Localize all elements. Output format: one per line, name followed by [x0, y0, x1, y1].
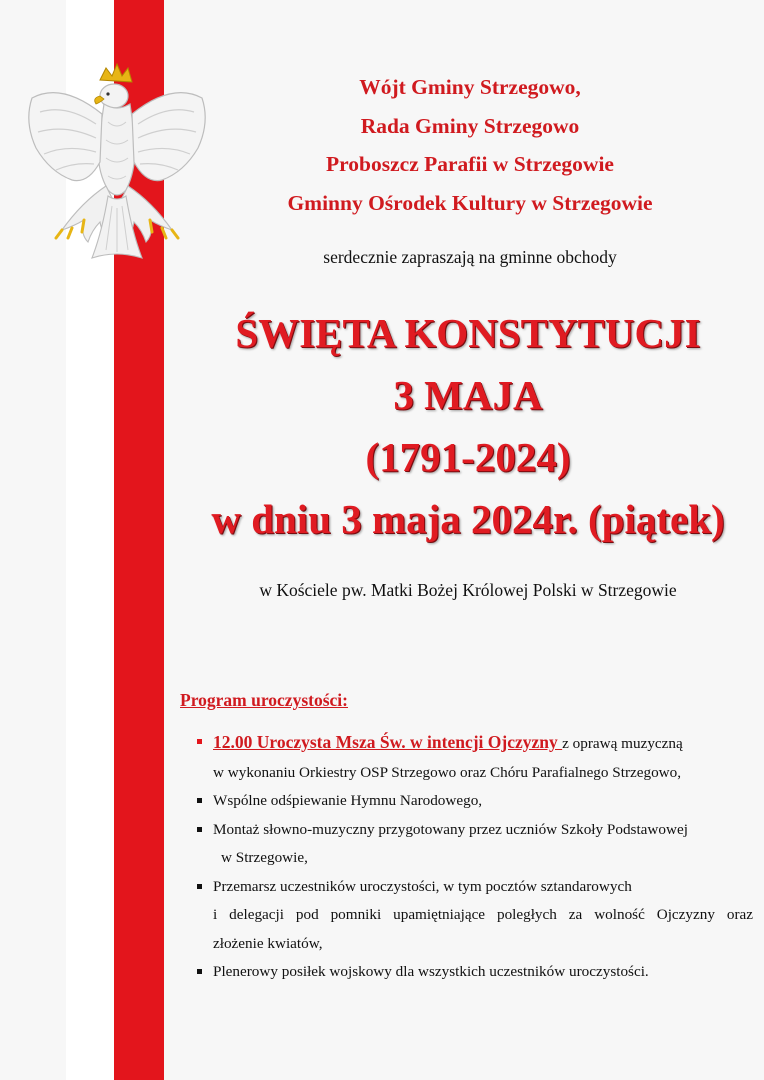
program-item-text: Montaż słowno-muzyczny przygotowany przez uczniów Szkoły Podstawowej: [213, 820, 688, 838]
bullet-icon: [197, 969, 202, 974]
program-item-text: w Strzegowie,: [221, 849, 308, 866]
program-item: [195, 787, 753, 816]
event-title-line: ŚWIĘTA KONSTYTUCJI: [235, 310, 701, 356]
invitation-text: serdecznie zapraszają na gminne obchody: [323, 247, 617, 267]
bullet-icon: [197, 739, 202, 744]
organizers-block: [200, 68, 740, 222]
bullet-icon: [197, 798, 202, 803]
bullet-icon: [197, 884, 202, 889]
organizer-line: Wójt Gminy Strzegowo,: [359, 75, 581, 99]
program-item: [195, 728, 753, 787]
program-item-text: Wspólne odśpiewanie Hymnu Narodowego,: [213, 792, 483, 809]
program-item-text: i delegacji pod pomniki upamiętniające poległych za wolność Ojczyzny oraz: [213, 906, 753, 923]
program-item-mass: 12.00 Uroczysta Msza Św. w intencji Ojczyzny: [213, 732, 563, 752]
program-heading: Program uroczystości:: [180, 690, 348, 710]
event-location: w Kościele pw. Matki Bożej Królowej Polski w Strzegowie: [259, 580, 677, 600]
organizer-line: Gminny Ośrodek Kultury w Strzegowie: [287, 190, 653, 215]
program-item-text: Plenerowy posiłek wojskowy dla wszystkich uczestników uroczystości.: [213, 963, 649, 980]
event-title-line: 3 MAJA: [393, 372, 543, 418]
program-item: [195, 873, 753, 959]
bullet-icon: [197, 827, 202, 832]
program-item-text: w wykonaniu Orkiestry OSP Strzegowo oraz Chóru Parafialnego Strzegowo,: [213, 763, 682, 781]
program-item: [195, 958, 753, 987]
program-item-text: złożenie kwiatów,: [213, 934, 323, 952]
event-date: w dniu 3 maja 2024r. (piątek): [211, 496, 725, 542]
white-eagle-emblem-icon: [22, 62, 212, 272]
event-title: [180, 302, 756, 550]
event-years: (1791-2024): [365, 434, 571, 480]
program-list: [195, 728, 753, 987]
organizer-line: Rada Gminy Strzegowo: [360, 113, 580, 138]
program-item-text: z oprawą muzyczną: [562, 735, 683, 752]
program-item-text: Przemarsz uczestników uroczystości, w tym pocztów sztandarowych: [213, 877, 632, 895]
organizer-line: Proboszcz Parafii w Strzegowie: [326, 152, 614, 176]
program-item: [195, 816, 753, 873]
